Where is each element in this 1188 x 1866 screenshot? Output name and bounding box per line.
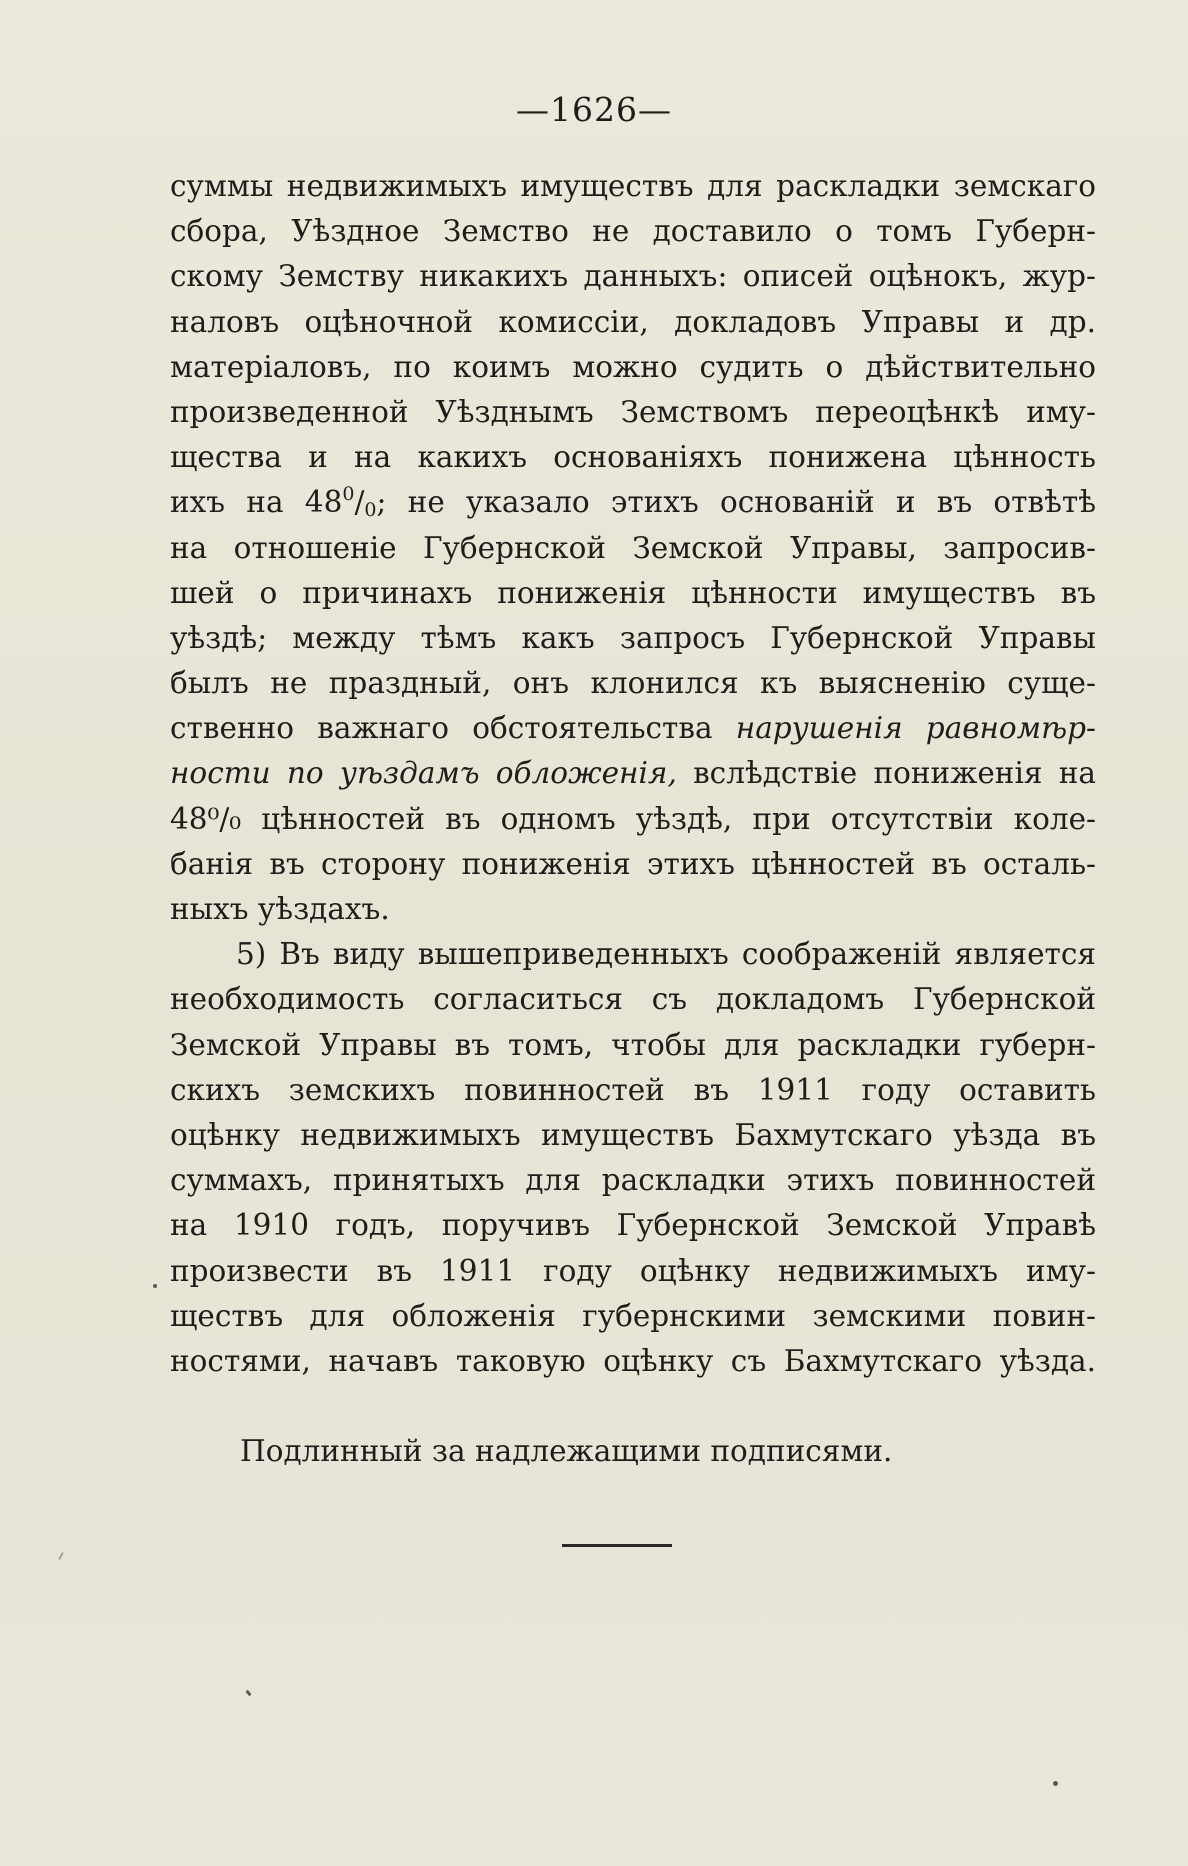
text-line: ныхъ уѣздахъ.: [170, 892, 390, 926]
emphasis-text: нарушенія равномѣр-: [735, 711, 1096, 746]
text-line: наловъ оцѣночной комиссіи, докладовъ Управы и др.: [170, 304, 1096, 339]
text-line: произведенной Уѣзднымъ Земствомъ переоцѣнкѣ иму-: [170, 394, 1096, 429]
text-line: банія въ сторону пониженія этихъ цѣнностей въ осталь-: [170, 846, 1096, 881]
scan-speck: [1053, 1781, 1058, 1786]
percent-sign-top: 0: [342, 483, 355, 506]
text-line: произвести въ 1911 году оцѣнку недвижимыхъ иму-: [170, 1253, 1096, 1288]
text-line: суммы недвижимыхъ имуществъ для раскладки земскаго: [170, 169, 1096, 203]
text-line: 5) Въ виду вышеприведенныхъ соображеній является: [236, 937, 1096, 972]
text-line: скихъ земскихъ повинностей въ 1911 году оставить: [170, 1072, 1096, 1107]
text-line: щества и на какихъ основаніяхъ понижена цѣнность: [170, 440, 1096, 475]
text-line: былъ не праздный, онъ клонился къ выясненію суще-: [170, 666, 1096, 701]
percent-sign-bottom: 0: [364, 499, 377, 522]
scan-speck: [245, 1690, 251, 1697]
scan-speck: [58, 1552, 64, 1560]
text-fragment: вслѣдствіе пониженія на: [676, 756, 1096, 791]
scan-speck: [153, 1284, 157, 1288]
text-line: ществъ для обложенія губернскими земскими повин-: [170, 1298, 1096, 1333]
percent-sign-slash: /: [354, 485, 365, 520]
text-line: необходимость согласиться съ докладомъ Губернской: [170, 982, 1096, 1017]
text-fragment: ственно важнаго обстоятельства: [170, 711, 736, 746]
signature-note: Подлинный за надлежащими подписями.: [240, 1434, 893, 1468]
text-fragment: ; не указало этихъ основаній и въ отвѣтѣ: [376, 485, 1096, 520]
text-line: 48⁰/₀ цѣнностей въ одномъ уѣздѣ, при отсутствіи коле-: [170, 801, 1096, 836]
section-divider: [562, 1544, 672, 1547]
text-line: Земской Управы въ томъ, чтобы для раскладки губерн-: [170, 1027, 1096, 1062]
text-line: [170, 706, 1096, 751]
text-line: уѣздѣ; между тѣмъ какъ запросъ Губернской Управы: [170, 620, 1096, 655]
emphasis-text: ности по уѣздамъ обложенія,: [170, 756, 677, 791]
text-line: скому Земству никакихъ данныхъ: описей оцѣнокъ, жур-: [170, 259, 1096, 294]
body-text: [170, 164, 1096, 1384]
text-line: шей о причинахъ пониженія цѣнности имуществъ въ: [170, 575, 1096, 610]
text-line: [170, 751, 1096, 796]
text-line: [170, 480, 1096, 525]
text-line: на отношеніе Губернской Земской Управы, запросив-: [170, 530, 1096, 565]
text-line: матеріаловъ, по коимъ можно судить о дѣйствительно: [170, 349, 1096, 384]
text-line: на 1910 годъ, поручивъ Губернской Земской Управѣ: [170, 1208, 1096, 1243]
page-number: —1626—: [516, 90, 672, 129]
text-line: сбора, Уѣздное Земство не доставило о томъ Губерн-: [170, 214, 1096, 249]
text-line: ностями, начавъ таковую оцѣнку съ Бахмутскаго уѣзда.: [170, 1343, 1096, 1378]
text-fragment: ихъ на 48: [170, 485, 343, 520]
text-line: оцѣнку недвижимыхъ имуществъ Бахмутскаго уѣзда въ: [170, 1117, 1096, 1152]
text-line: суммахъ, принятыхъ для раскладки этихъ повинностей: [170, 1163, 1096, 1198]
